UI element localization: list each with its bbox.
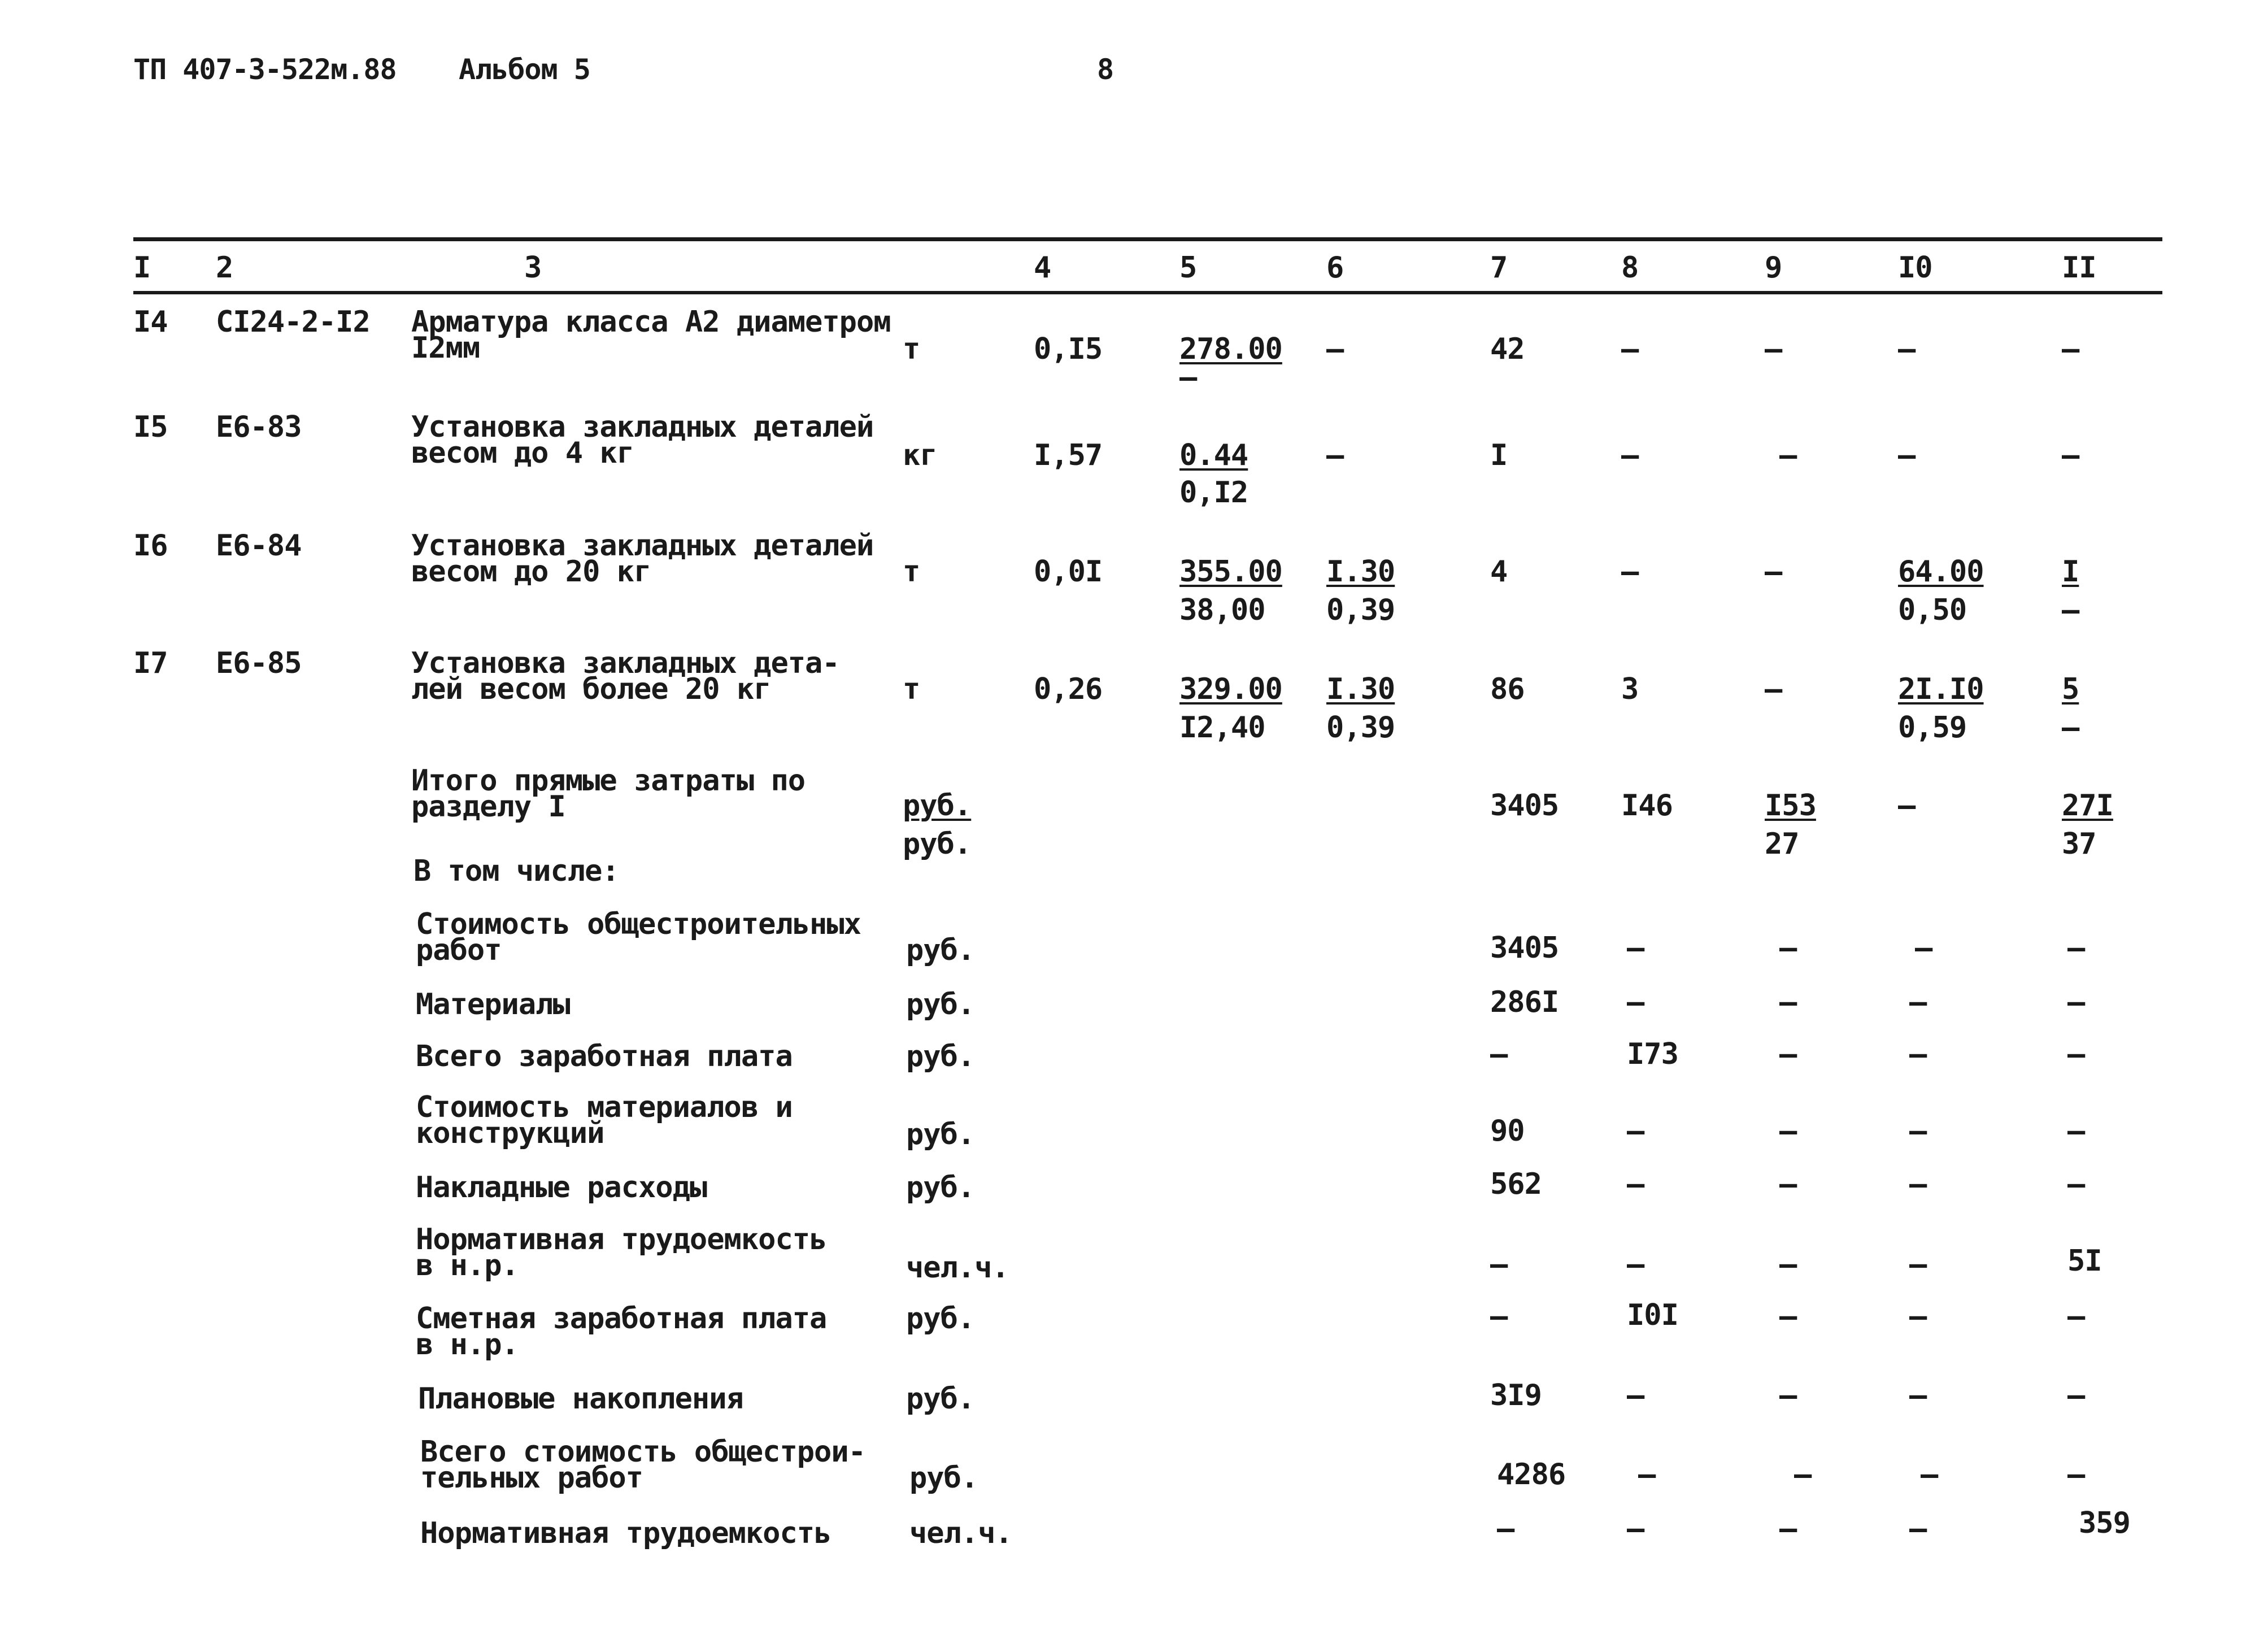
summary-label-line: Накладные расходы bbox=[416, 1171, 707, 1204]
row-unit: т bbox=[903, 555, 920, 589]
page-number: 8 bbox=[1097, 53, 1114, 86]
summary-c9: – bbox=[1794, 1458, 1812, 1491]
row-c6-top: I.30 bbox=[1326, 555, 1395, 589]
totals-c11-top: 27I bbox=[2062, 789, 2113, 823]
row-c5-bottom: – bbox=[1179, 360, 1197, 394]
row-name-line: весом до 20 кг bbox=[411, 555, 651, 589]
row-c5-bottom: I2,40 bbox=[1179, 711, 1265, 745]
summary-c7: 3405 bbox=[1490, 931, 1559, 965]
summary-c7: 90 bbox=[1490, 1114, 1525, 1148]
row-c5-bottom: 38,00 bbox=[1179, 593, 1265, 627]
row-c11-bottom: – bbox=[2062, 711, 2079, 745]
row-c7: 42 bbox=[1490, 332, 1525, 366]
row-qty: 0,26 bbox=[1034, 672, 1103, 706]
row-c9: – bbox=[1765, 332, 1782, 366]
summary-c10: – bbox=[1909, 1247, 1927, 1281]
col-header: 2 bbox=[216, 251, 233, 285]
summary-label-line: в н.р. bbox=[416, 1328, 519, 1362]
summary-label-line: Стоимость общестроительных bbox=[416, 907, 861, 941]
table-top-rule bbox=[133, 237, 2162, 241]
summary-unit: руб. bbox=[906, 933, 975, 967]
col-header: 8 bbox=[1621, 251, 1639, 285]
row-c5-top: 329.00 bbox=[1179, 672, 1282, 706]
summary-c11: – bbox=[2067, 1379, 2085, 1412]
summary-label-line: Материалы bbox=[416, 988, 570, 1021]
summary-c9: – bbox=[1779, 931, 1797, 965]
summary-unit: руб. bbox=[906, 1302, 975, 1336]
row-c7: 86 bbox=[1490, 672, 1525, 706]
totals-unit-a: руб. bbox=[903, 789, 972, 823]
row-unit: т bbox=[903, 332, 920, 366]
row-c7: I bbox=[1490, 438, 1508, 472]
summary-c8: I73 bbox=[1627, 1037, 1678, 1071]
totals-c11-bottom: 37 bbox=[2062, 827, 2096, 861]
summary-label-line: Всего стоимость общестрои- bbox=[420, 1435, 865, 1469]
row-unit: т bbox=[903, 672, 920, 706]
col-header: 7 bbox=[1490, 251, 1508, 285]
summary-unit: руб. bbox=[906, 1117, 975, 1151]
row-c11-top: 5 bbox=[2062, 672, 2079, 706]
summary-c10: – bbox=[1909, 1037, 1927, 1071]
totals-unit-b: руб. bbox=[903, 827, 972, 861]
summary-unit: руб. bbox=[906, 1040, 975, 1073]
row-code: Е6-83 bbox=[216, 410, 302, 444]
summary-c10: – bbox=[1909, 1512, 1927, 1546]
summary-c10: – bbox=[1909, 1167, 1927, 1201]
summary-c9: – bbox=[1779, 1299, 1797, 1333]
row-number: I6 bbox=[133, 529, 168, 563]
summary-c8: – bbox=[1638, 1458, 1656, 1491]
row-qty: 0,I5 bbox=[1034, 332, 1103, 366]
col-header: 5 bbox=[1179, 251, 1197, 285]
row-c11: – bbox=[2062, 332, 2079, 366]
summary-c11: – bbox=[2067, 1114, 2085, 1148]
summary-unit: руб. bbox=[906, 988, 975, 1021]
summary-label-line: работ bbox=[416, 933, 502, 967]
summary-c11: 359 bbox=[2079, 1506, 2130, 1540]
row-c9: – bbox=[1765, 555, 1782, 589]
summary-c9: – bbox=[1779, 1512, 1797, 1546]
summary-label-line: Всего заработная плата bbox=[416, 1040, 793, 1073]
row-c6-bottom: 0,39 bbox=[1326, 711, 1395, 745]
summary-label-line: Стоимость материалов и bbox=[416, 1090, 793, 1124]
col-header: I bbox=[133, 251, 151, 285]
col-header: 3 bbox=[524, 251, 542, 285]
summary-c9: – bbox=[1779, 1247, 1797, 1281]
col-header: II bbox=[2062, 251, 2096, 285]
row-c11-bottom: – bbox=[2062, 593, 2079, 627]
row-number: I5 bbox=[133, 410, 168, 444]
summary-label-line: Нормативная трудоемкость bbox=[416, 1223, 827, 1256]
header-bottom-rule bbox=[133, 291, 2162, 294]
summary-c8: – bbox=[1627, 1512, 1644, 1546]
summary-c8: – bbox=[1627, 985, 1644, 1019]
summary-c7: 3I9 bbox=[1490, 1379, 1542, 1412]
row-unit: кг bbox=[903, 438, 937, 472]
summary-c8: – bbox=[1627, 1167, 1644, 1201]
totals-label-line: Итого прямые затраты по bbox=[411, 764, 806, 798]
summary-unit: руб. bbox=[906, 1382, 975, 1416]
summary-label-line: конструкций bbox=[416, 1116, 604, 1150]
summary-label-line: тельных работ bbox=[420, 1461, 643, 1495]
row-c8: – bbox=[1621, 332, 1639, 366]
summary-c11: – bbox=[2067, 1299, 2085, 1333]
row-c9: – bbox=[1765, 672, 1782, 706]
totals-c10: – bbox=[1898, 789, 1916, 823]
row-c11-top: I bbox=[2062, 555, 2079, 589]
summary-c9: – bbox=[1779, 1114, 1797, 1148]
summary-c8: I0I bbox=[1627, 1298, 1678, 1332]
summary-c10: – bbox=[1909, 1379, 1927, 1412]
summary-c7: 4286 bbox=[1497, 1458, 1566, 1491]
summary-c11: – bbox=[2067, 1037, 2085, 1071]
row-number: I4 bbox=[133, 305, 168, 339]
summary-label-line: Сметная заработная плата bbox=[416, 1302, 827, 1336]
document-code: ТП 407-3-522м.88 bbox=[133, 53, 397, 86]
row-name-line: I2мм bbox=[411, 331, 480, 365]
row-c6-bottom: 0,39 bbox=[1326, 593, 1395, 627]
row-c10-top: 2I.I0 bbox=[1898, 672, 1984, 706]
including-label: В том числе: bbox=[413, 854, 619, 888]
summary-c10: – bbox=[1915, 931, 1932, 965]
col-header: 9 bbox=[1765, 251, 1782, 285]
row-name-line: лей весом более 20 кг bbox=[411, 672, 771, 706]
summary-unit: руб. bbox=[909, 1461, 978, 1495]
album-label: Альбом 5 bbox=[459, 53, 590, 86]
row-code: Е6-84 bbox=[216, 529, 302, 563]
col-header: 6 bbox=[1326, 251, 1344, 285]
row-name-line: Установка закладных деталей bbox=[411, 410, 874, 444]
summary-c10: – bbox=[1909, 1299, 1927, 1333]
row-name-line: Арматура класса А2 диаметром bbox=[411, 305, 891, 339]
row-c5-bottom: 0,I2 bbox=[1179, 476, 1248, 510]
row-c10-bottom: 0,59 bbox=[1898, 711, 1967, 745]
row-name-line: Установка закладных дета- bbox=[411, 646, 839, 680]
row-c6: – bbox=[1326, 438, 1344, 472]
row-c10-bottom: 0,50 bbox=[1898, 593, 1967, 627]
summary-c7: – bbox=[1490, 1299, 1508, 1333]
col-header: 4 bbox=[1034, 251, 1051, 285]
summary-c8: – bbox=[1627, 1247, 1644, 1281]
summary-label-line: Нормативная трудоемкость bbox=[420, 1516, 832, 1550]
summary-unit: руб. bbox=[906, 1171, 975, 1204]
row-code: СI24-2-I2 bbox=[216, 305, 370, 339]
row-c8: – bbox=[1621, 555, 1639, 589]
totals-c7: 3405 bbox=[1490, 789, 1559, 823]
summary-label-line: Плановые накопления bbox=[418, 1382, 743, 1416]
row-c5-top: 278.00 bbox=[1179, 332, 1282, 366]
row-c10: – bbox=[1898, 438, 1916, 472]
summary-c11: – bbox=[2067, 931, 2085, 965]
summary-c11: – bbox=[2067, 985, 2085, 1019]
row-c5-top: 355.00 bbox=[1179, 555, 1282, 589]
summary-c7: – bbox=[1490, 1247, 1508, 1281]
summary-c11: – bbox=[2067, 1458, 2085, 1491]
summary-c7: 286I bbox=[1490, 985, 1559, 1019]
totals-c9-bottom: 27 bbox=[1765, 827, 1799, 861]
summary-label-line: в н.р. bbox=[416, 1249, 519, 1282]
summary-c11: 5I bbox=[2067, 1244, 2102, 1278]
row-qty: I,57 bbox=[1034, 438, 1103, 472]
summary-c9: – bbox=[1779, 985, 1797, 1019]
row-c6-top: I.30 bbox=[1326, 672, 1395, 706]
row-c8: – bbox=[1621, 438, 1639, 472]
row-c7: 4 bbox=[1490, 555, 1508, 589]
row-c11: – bbox=[2062, 438, 2079, 472]
row-c9: – bbox=[1779, 438, 1797, 472]
totals-label-line: разделу I bbox=[411, 790, 565, 824]
summary-c10: – bbox=[1909, 985, 1927, 1019]
totals-c9-top: I53 bbox=[1765, 789, 1816, 823]
summary-c8: – bbox=[1627, 1114, 1644, 1148]
summary-unit: чел.ч. bbox=[909, 1516, 1012, 1550]
summary-c7: – bbox=[1497, 1512, 1514, 1546]
summary-c8: – bbox=[1627, 931, 1644, 965]
summary-c9: – bbox=[1779, 1167, 1797, 1201]
col-header: I0 bbox=[1898, 251, 1932, 285]
row-c10-top: 64.00 bbox=[1898, 555, 1984, 589]
summary-unit: чел.ч. bbox=[906, 1251, 1009, 1285]
row-name-line: весом до 4 кг bbox=[411, 436, 634, 470]
row-c5-top: 0.44 bbox=[1179, 438, 1248, 472]
summary-c10: – bbox=[1921, 1458, 1938, 1491]
summary-c9: – bbox=[1779, 1037, 1797, 1071]
row-qty: 0,0I bbox=[1034, 555, 1103, 589]
row-code: Е6-85 bbox=[216, 646, 302, 680]
summary-c7: – bbox=[1490, 1037, 1508, 1071]
summary-c11: – bbox=[2067, 1167, 2085, 1201]
totals-c8: I46 bbox=[1621, 789, 1673, 823]
row-name-line: Установка закладных деталей bbox=[411, 529, 874, 563]
summary-c8: – bbox=[1627, 1379, 1644, 1412]
summary-c7: 562 bbox=[1490, 1167, 1542, 1201]
row-c6: – bbox=[1326, 332, 1344, 366]
summary-c10: – bbox=[1909, 1114, 1927, 1148]
row-c8: 3 bbox=[1621, 672, 1639, 706]
row-c10: – bbox=[1898, 332, 1916, 366]
row-number: I7 bbox=[133, 646, 168, 680]
summary-c9: – bbox=[1779, 1379, 1797, 1412]
